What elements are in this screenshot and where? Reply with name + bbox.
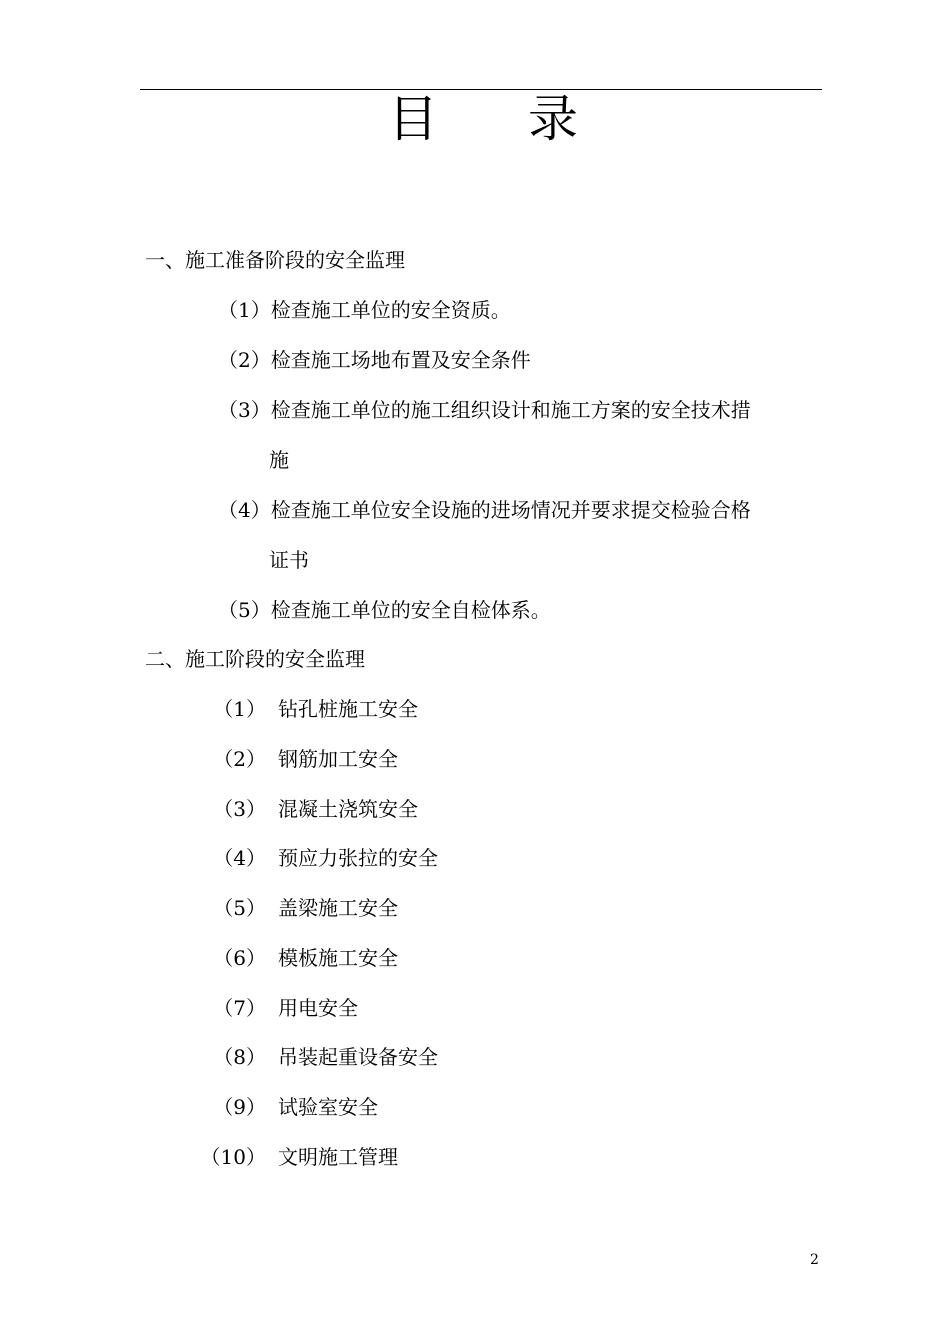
toc-item-text: 用电安全 <box>278 996 358 1020</box>
toc-item-number: （10） <box>200 1145 266 1169</box>
toc-item <box>0 744 950 774</box>
toc-item-text: 文明施工管理 <box>278 1145 398 1169</box>
toc-item <box>218 295 511 325</box>
toc-item-text: 检查施工场地布置及安全条件 <box>270 348 531 372</box>
toc-item <box>0 843 950 873</box>
toc-item-continuation: 证书 <box>269 548 309 572</box>
toc-item-text: 检查施工单位的安全自检体系。 <box>270 598 551 622</box>
toc-item-number: （2） <box>213 747 266 771</box>
toc-item-text: 模板施工安全 <box>278 946 398 970</box>
toc-item-number: （8） <box>213 1045 266 1069</box>
toc-item-text: 盖梁施工安全 <box>278 896 398 920</box>
toc-item-number: （5） <box>213 896 266 920</box>
toc-item <box>0 1142 950 1172</box>
toc-item-number: （4） <box>218 498 271 522</box>
toc-item-number: （9） <box>213 1095 266 1119</box>
toc-item-number: （7） <box>213 996 266 1020</box>
toc-item <box>0 993 950 1023</box>
toc-item <box>0 694 950 724</box>
toc-item <box>0 1042 950 1072</box>
toc-item <box>0 893 950 923</box>
toc-item-text: 检查施工单位安全设施的进场情况并要求提交检验合格 <box>270 498 751 522</box>
toc-item-text: 检查施工单位的安全资质。 <box>270 298 511 322</box>
toc-item <box>218 495 751 525</box>
toc-item-number: （3） <box>218 398 271 422</box>
toc-item-text: 预应力张拉的安全 <box>278 846 438 870</box>
page-number: 2 <box>810 1252 819 1268</box>
toc-section-1: 一、施工准备阶段的安全监理 <box>145 248 405 272</box>
toc-item-continuation: 施 <box>269 448 289 472</box>
page-title <box>0 84 950 164</box>
toc-item <box>218 395 751 425</box>
toc-item-text: 吊装起重设备安全 <box>278 1045 438 1069</box>
toc-item <box>0 1092 950 1122</box>
toc-item-text: 钻孔桩施工安全 <box>278 697 418 721</box>
toc-item-number: （3） <box>213 797 266 821</box>
toc-item-number: （1） <box>218 298 271 322</box>
toc-item <box>218 595 551 625</box>
toc-item-number: （6） <box>213 946 266 970</box>
toc-item-text: 混凝土浇筑安全 <box>278 797 418 821</box>
toc-item <box>218 345 531 375</box>
toc-item-number: （5） <box>218 598 271 622</box>
toc-item <box>0 794 950 824</box>
toc-item-number: （4） <box>213 846 266 870</box>
title-char-2: 录 <box>528 90 578 148</box>
toc-section-2: 二、施工阶段的安全监理 <box>145 647 365 671</box>
toc-item-number: （1） <box>213 697 266 721</box>
toc-item-number: （2） <box>218 348 271 372</box>
toc-item-text: 试验室安全 <box>278 1095 378 1119</box>
title-char-1: 目 <box>388 90 438 148</box>
toc-item-text: 检查施工单位的施工组织设计和施工方案的安全技术措 <box>270 398 751 422</box>
toc-item-text: 钢筋加工安全 <box>278 747 398 771</box>
toc-item <box>0 943 950 973</box>
